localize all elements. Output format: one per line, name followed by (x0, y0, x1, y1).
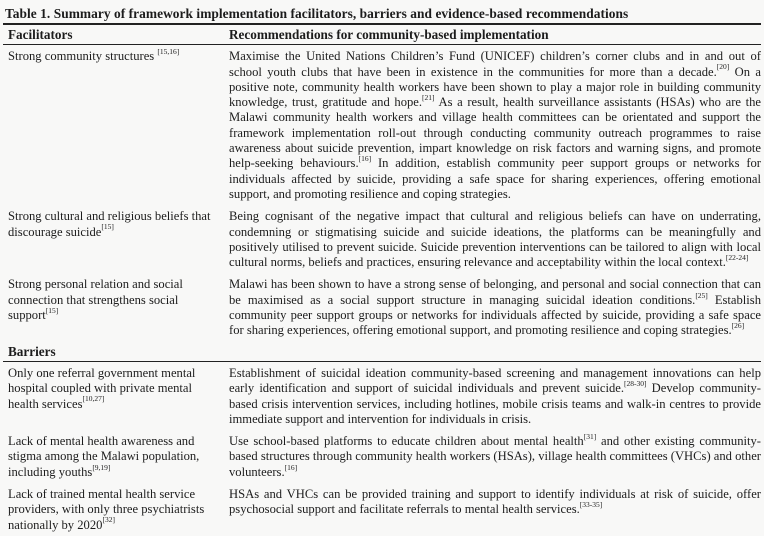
citation: [9,19] (92, 462, 111, 472)
citation: [20] (716, 62, 730, 72)
recommendation-cell: Maximise the United Nations Children’s Fund (UNICEF) children’s corner clubs and in and out of school youth clubs that have been in existence in the communities for more than a decade.[20] On a positive note, community health workers have been shown to play a major role in building community knowledge, trust, gratitude and hope.[21] As a result, health surveillance assistants (HSAs) who are the Malawi community health workers and village health committees can be orientated and support the framework implementation roll-out through conducting community outreach programmes to raise awareness about suicide prevention, impart knowledge on risk factors and warning signs, and promote help-seeking behaviours.[16] In addition, establish community peer support groups or networks for individuals affected by suicide, providing a safe space for sharing experiences, offering emotional support, and promoting resilience and coping strategies. (229, 49, 761, 201)
table-title: Table 1. Summary of framework implementation facilitators, barriers and evidence-based recommendations (3, 0, 761, 25)
citation: [15] (101, 222, 114, 232)
factor-cell: Lack of mental health awareness and stigma among the Malawi population, including youths[9,19] (8, 434, 200, 479)
barriers-heading: Barriers (3, 342, 222, 362)
recommendations-table (3, 25, 761, 536)
table-row (3, 483, 761, 536)
header-recommendations: Recommendations for community-based implementation (222, 25, 761, 45)
table-row (3, 45, 761, 205)
recommendation-cell: Establishment of suicidal ideation community-based screening and management innovations can help early identification and support of suicidal individuals and prevent suicide.[28-30] Develop community-based crisis intervention services, including hotlines, mobile crisis teams and walk-in centres to provide immediate support and intervention for individuals in crisis. (229, 365, 761, 426)
table-row (3, 361, 761, 430)
recommendation-cell: Malawi has been shown to have a strong sense of belonging, and personal and social connection that can be maximised as a social support structure in managing suicidal ideation conditions.[25] Establish community peer support groups or networks for individuals affected by suicide, providing a safe space for sharing experiences, offering emotional support, and promoting resilience and coping strategies.[26] (229, 277, 761, 338)
citation: [16] (358, 154, 372, 164)
factor-cell: Strong community structures [15,16] (8, 47, 180, 64)
table-row (3, 430, 761, 483)
citation: [33-35] (579, 500, 603, 510)
table-container (3, 0, 761, 536)
citation: [10,27] (82, 394, 105, 404)
citation: [21] (422, 93, 435, 102)
citation: [15] (45, 305, 59, 315)
factor-cell: Lack of trained mental health service providers, with only three psychiatrists nationally by 2020[32] (8, 487, 205, 532)
header-facilitators: Facilitators (3, 25, 222, 45)
recommendation-cell: Being cognisant of the negative impact that cultural and religious beliefs can have on underrating, condemning or stigmatising suicide and suicide ideations, the platforms can be meaningfully and positively utilised to prevent suicide. Suicide prevention interventions can be tailored to align with local cultural norms, beliefs and practices, ensuring relevance and acceptability within the local context.[22-24] (229, 209, 761, 270)
factor-cell: Strong personal relation and social connection that strengthens social support[15] (8, 277, 183, 323)
recommendation-cell: Use school-based platforms to educate children about mental health[31] and other existing community-based structures through community health workers (HSAs), village health committees (VHCs) and other volunteers.[16] (229, 431, 761, 479)
citation: [25] (695, 290, 708, 300)
citation: [28-30] (623, 379, 647, 389)
table-header-row (3, 25, 761, 45)
barriers-section-row (3, 342, 761, 362)
citation: [16] (284, 462, 298, 472)
factor-cell: Only one referral government mental hospital coupled with private mental health services[10,27] (8, 365, 196, 411)
citation: [32] (102, 515, 115, 525)
table-row (3, 205, 761, 273)
citation: [15,16] (157, 47, 180, 57)
table-row (3, 273, 761, 341)
citation: [22-24] (725, 252, 749, 262)
factor-cell: Strong cultural and religious beliefs that discourage suicide[15] (8, 209, 211, 239)
recommendation-cell: HSAs and VHCs can be provided training and support to identify individuals at risk of suicide, offer psychosocial support and facilitate referrals to mental health services.[33-35] (229, 487, 761, 517)
citation: [26] (731, 321, 745, 331)
citation: [31] (583, 431, 597, 441)
